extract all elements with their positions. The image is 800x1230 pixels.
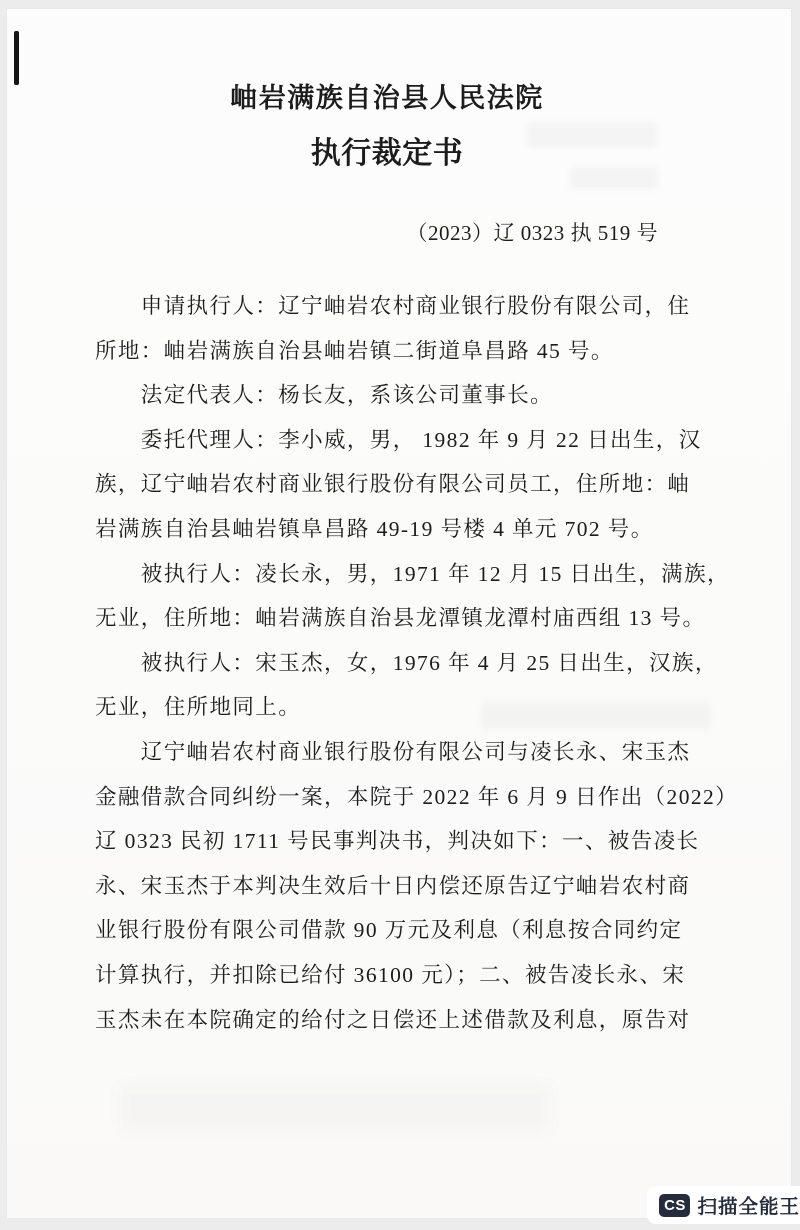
body-line: 被执行人：凌长永，男，1971 年 12 月 15 日出生，满族，: [95, 561, 730, 586]
body-line: 永、宋玉杰于本判决生效后十日内偿还原告辽宁岫岩农村商: [95, 873, 691, 898]
body-line: 无业，住所地同上。: [95, 695, 302, 720]
body-line: 委托代理人：李小威，男， 1982 年 9 月 22 日出生，汉: [95, 427, 702, 452]
document-body: [95, 284, 739, 1042]
camscanner-logo-icon: CS: [659, 1194, 690, 1217]
body-line: 玉杰未在本院确定的给付之日偿还上述借款及利息，原告对: [95, 1007, 691, 1032]
case-number: （2023）辽 0323 执 519 号: [406, 221, 658, 245]
body-line: 辽 0323 民初 1711 号民事判决书，判决如下：一、被告凌长: [95, 829, 700, 854]
body-line: 申请执行人：辽宁岫岩农村商业银行股份有限公司，住: [95, 294, 691, 318]
scan-artifact: [570, 167, 658, 189]
body-line: 计算执行，并扣除已给付 36100 元）；二、被告凌长永、宋: [95, 962, 686, 987]
body-line: 法定代表人：杨长友，系该公司董事长。: [95, 383, 554, 408]
body-line: 辽宁岫岩农村商业银行股份有限公司与凌长永、宋玉杰: [95, 739, 691, 764]
body-line: 所地：岫岩满族自治县岫岩镇二街道阜昌路 45 号。: [95, 338, 614, 363]
body-line: 岩满族自治县岫岩镇阜昌路 49-19 号楼 4 单元 702 号。: [95, 516, 654, 541]
court-name-heading: 岫岩满族自治县人民法院: [230, 83, 544, 113]
document-title: 执行裁定书: [310, 137, 464, 170]
scan-artifact: [120, 1085, 550, 1130]
body-line: 业银行股份有限公司借款 90 万元及利息（利息按合同约定: [95, 918, 683, 943]
scan-pen-mark: [14, 31, 19, 85]
camscanner-watermark: [647, 1186, 800, 1224]
body-line: 被执行人：宋玉杰，女，1976 年 4 月 25 日出生，汉族，: [95, 650, 718, 675]
body-line: 无业，住所地：岫岩满族自治县龙潭镇龙潭村庙西组 13 号。: [95, 606, 706, 631]
body-line: 金融借款合同纠纷一案，本院于 2022 年 6 月 9 日作出（2022）: [95, 784, 739, 809]
body-line: 族，辽宁岫岩农村商业银行股份有限公司员工，住所地：岫: [95, 472, 691, 497]
camscanner-watermark-label: 扫描全能王: [697, 1196, 800, 1218]
